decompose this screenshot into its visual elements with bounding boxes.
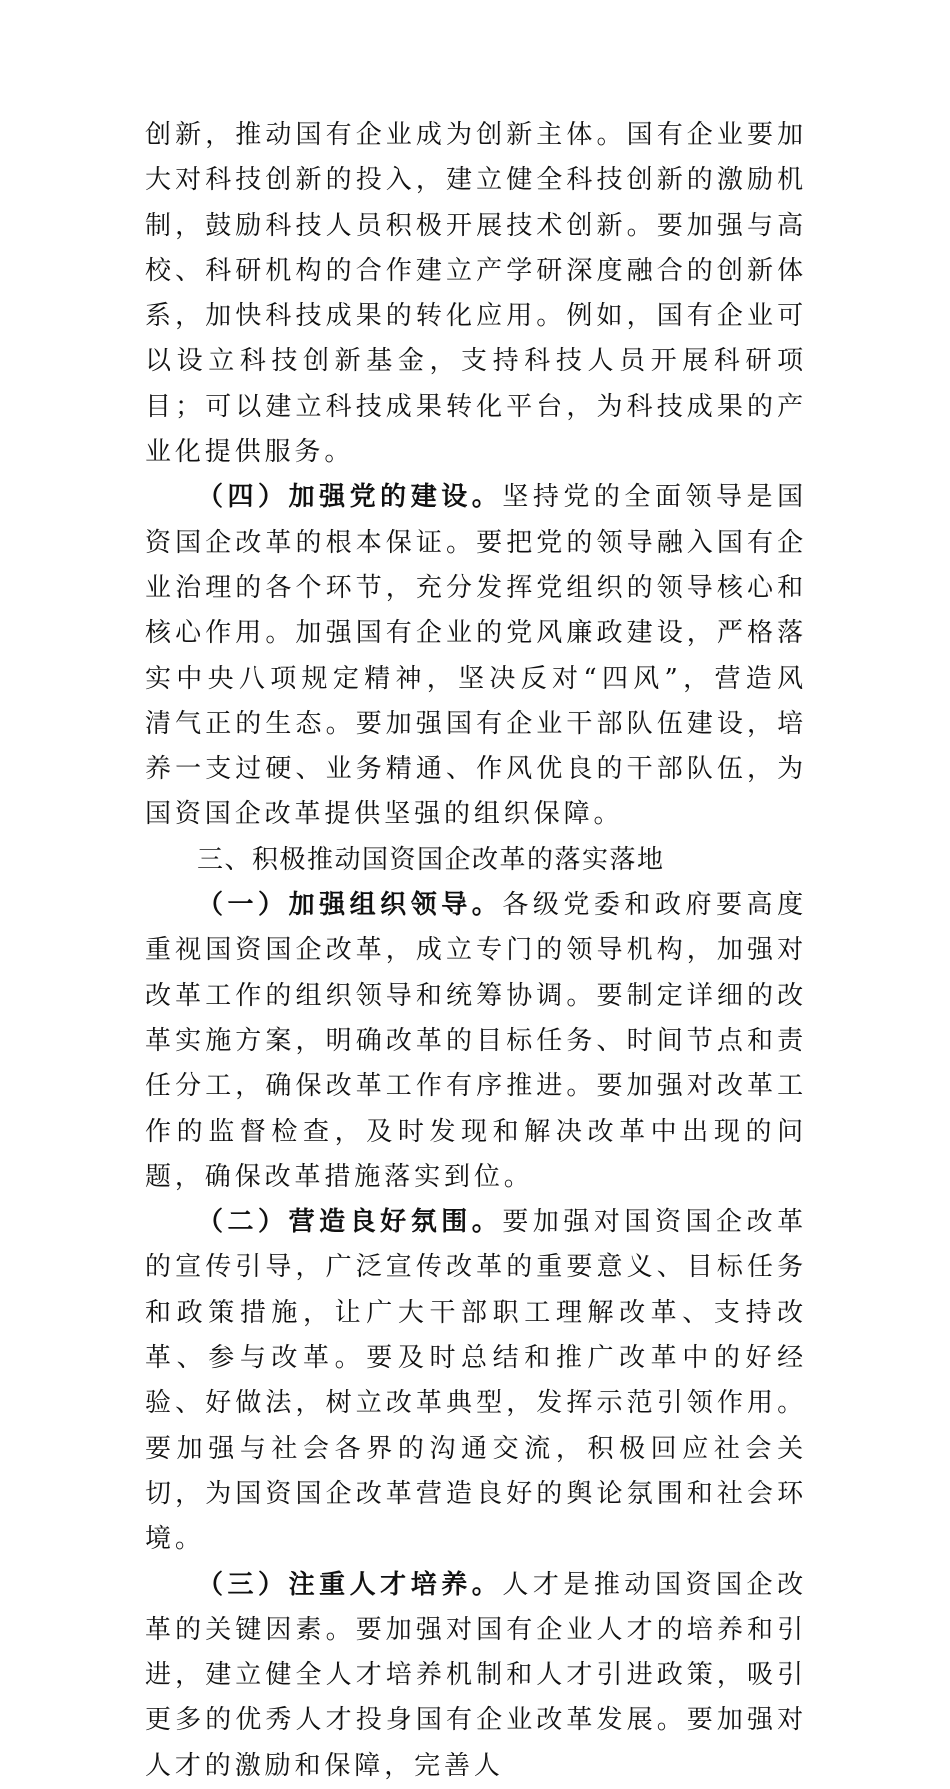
paragraph-lead: （二）营造良好氛围。 [197, 1207, 503, 1238]
paragraph-party-building [145, 475, 807, 837]
section-heading: 三、积极推动国资国企改革的落实落地 [197, 844, 665, 875]
paragraph-atmosphere [145, 1200, 807, 1562]
paragraph-organization-leadership [145, 883, 807, 1200]
paragraph-text: 创新，推动国有企业成为创新主体。国有企业要加大对科技创新的投入，建立健全科技创新的激励机制，鼓励科技人员积极开展技术创新。要加强与高校、科研机构的合作建立产学研深度融合的创新体系，加快科技成果的转化应用。例如，国有企业可以设立科技创新基金，支持科技人员开展科研项目；可以建立科技成果转化平台，为科技成果的产业化提供服务。 [145, 120, 807, 468]
paragraph-innovation [145, 113, 807, 475]
paragraph-lead: （四）加强党的建设。 [197, 482, 503, 513]
paragraph-text: 要加强对国资国企改革的宣传引导，广泛宣传改革的重要意义、目标任务和政策措施，让广大干部职工理解改革、支持改革、参与改革。要及时总结和推广改革中的好经验、好做法，树立改革典型，发挥示范引领作用。要加强与社会各界的沟通交流，积极回应社会关切，为国资国企改革营造良好的舆论氛围和社会环境。 [145, 1207, 807, 1555]
paragraph-lead: （三）注重人才培养。 [197, 1569, 503, 1600]
paragraph-text: 人才是推动国资国企改革的关键因素。要加强对国有企业人才的培养和引进，建立健全人才培养机制和人才引进政策，吸引更多的优秀人才投身国有企业改革发展。要加强对人才的激励和保障，完善人 [145, 1569, 807, 1781]
paragraph-text: 坚持党的全面领导是国资国企改革的根本保证。要把党的领导融入国有企业治理的各个环节，充分发挥党组织的领导核心和核心作用。加强国有企业的党风廉政建设，严格落实中央八项规定精神，坚决反对“四风”，营造风清气正的生态。要加强国有企业干部队伍建设，培养一支过硬、业务精通、作风优良的干部队伍，为国资国企改革提供坚强的组织保障。 [145, 482, 807, 830]
paragraph-talent-cultivation [145, 1563, 807, 1789]
document-page [145, 113, 807, 1789]
paragraph-lead: （一）加强组织领导。 [197, 890, 503, 921]
paragraph-text: 各级党委和政府要高度重视国资国企改革，成立专门的领导机构，加强对改革工作的组织领导和统筹协调。要制定详细的改革实施方案，明确改革的目标任务、时间节点和责任分工，确保改革工作有序推进。要加强对改革工作的监督检查，及时发现和解决改革中出现的问题，确保改革措施落实到位。 [145, 890, 807, 1192]
